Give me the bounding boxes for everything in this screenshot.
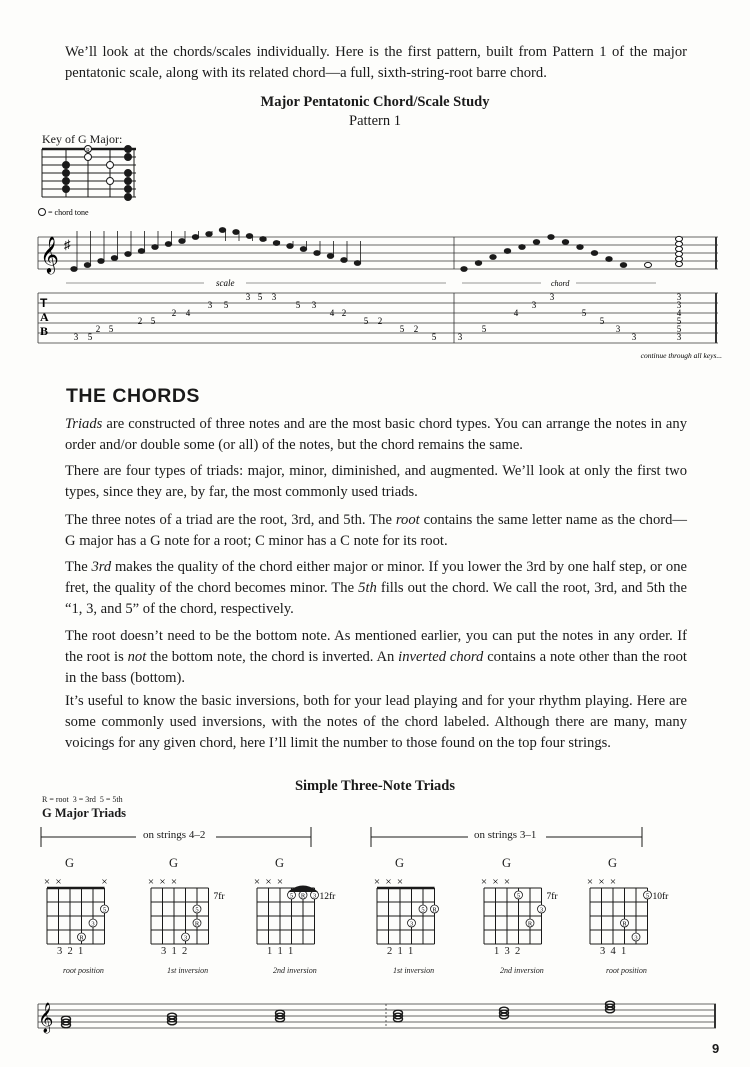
chord-note — [676, 256, 683, 261]
fret-label: 10fr — [652, 892, 669, 902]
tab-letter-a: A — [40, 310, 49, 324]
svg-text:5: 5 — [289, 892, 294, 900]
chord-note — [676, 246, 683, 251]
mute-x-icon: × — [503, 876, 511, 888]
note-head — [125, 252, 131, 257]
mute-x-icon: × — [265, 876, 272, 888]
svg-text:3: 3 — [183, 934, 188, 942]
paragraph-types: There are four types of triads: major, minor, diminished, and augmented. We’ll look at only the first two types, since they are, by far, the most commonly used triads. — [65, 463, 687, 500]
pentatonic-pattern-diagram — [36, 145, 146, 220]
note-head — [138, 249, 144, 254]
fingering: 3 4 1 — [600, 946, 627, 957]
tab-number: 3 — [631, 332, 637, 342]
intro-paragraph: We’ll look at the chords/scales individually. Here is the first pattern, built from Pattern 1 of the major pentatonic scale, along with its related chord—a full, sixth-string-root barre chord. — [65, 44, 687, 81]
tab-number: 5 — [599, 316, 605, 326]
mute-x-icon: × — [598, 876, 605, 888]
study-subtitle: Pattern 1 — [349, 113, 401, 129]
note-head — [461, 267, 467, 272]
treble-clef-icon: 𝄞 — [38, 1003, 54, 1032]
note-head — [577, 245, 583, 250]
svg-text:5: 5 — [195, 906, 199, 914]
chord-diagram — [43, 852, 153, 992]
tab-number: 3 — [457, 332, 463, 342]
fingering: 2 1 1 — [387, 946, 414, 957]
inversion-label: root position — [606, 966, 647, 975]
triads-legend: R = root 3 = 3rd 5 = 5th — [42, 795, 123, 804]
triads-title: Simple Three-Note Triads — [294, 778, 456, 794]
mute-x-icon: × — [396, 876, 404, 888]
tab-number: 5 — [295, 300, 301, 310]
note-head — [165, 242, 171, 247]
mute-x-icon: × — [492, 876, 499, 888]
tab-number: 4 — [185, 308, 191, 318]
tab-number: 2 — [377, 316, 383, 326]
tab-number: 5 — [257, 292, 263, 302]
root-marker: R — [85, 148, 91, 154]
chord-name: G — [169, 856, 179, 870]
tab-number: 2 — [171, 308, 177, 318]
fret-label: 12fr — [319, 892, 336, 902]
note-head — [620, 263, 626, 268]
tab-number: 3 — [245, 292, 251, 302]
note-head — [111, 256, 117, 261]
mute-x-icon: × — [170, 876, 178, 888]
tab-number: 2 — [95, 324, 101, 334]
sharp-icon: ♯ — [64, 237, 71, 252]
inversion-label: root position — [63, 966, 104, 975]
scale-label: scale — [216, 278, 235, 288]
tab-number: 4 — [329, 308, 335, 318]
tab-number: 3 — [271, 292, 277, 302]
note-head — [475, 261, 481, 266]
note-head — [273, 241, 279, 246]
note-head — [300, 247, 306, 252]
svg-text:R: R — [300, 892, 306, 900]
chord-label: chord — [551, 279, 570, 288]
svg-text:5: 5 — [645, 892, 650, 900]
tab-number: 4 — [676, 308, 682, 318]
mute-x-icon: × — [159, 876, 166, 888]
continue-note: continue through all keys... — [640, 351, 722, 360]
notation-tab-system — [36, 225, 726, 365]
note-head — [354, 261, 360, 266]
tab-number: 5 — [87, 332, 93, 342]
key-label: Key of G Major: — [42, 132, 123, 146]
svg-text:5: 5 — [102, 906, 107, 914]
tab-number: 3 — [207, 300, 213, 310]
tab-number: 2 — [413, 324, 419, 334]
svg-text:R: R — [79, 934, 84, 942]
paragraph-inversion: The root doesn’t need to be the bottom note. As mentioned earlier, you can put the notes in any order. If the root is not the bottom note, the chord is inverted. An inverted chord contains a note other than the root in the bass (bottom). — [65, 628, 687, 686]
tab-number: 5 — [676, 324, 682, 334]
note-head — [504, 249, 510, 254]
tab-number: 3 — [676, 292, 682, 302]
note-head — [533, 240, 539, 245]
mute-x-icon: × — [373, 876, 381, 888]
tab-number: 5 — [363, 316, 369, 326]
note-head — [233, 230, 239, 235]
study-title: Major Pentatonic Chord/Scale Study — [260, 94, 490, 110]
tab-number: 5 — [581, 308, 587, 318]
tab-number: 2 — [341, 308, 347, 318]
note-head — [192, 235, 198, 240]
svg-text:5: 5 — [421, 906, 425, 914]
half-note — [645, 262, 652, 267]
mute-x-icon: × — [55, 876, 62, 888]
mute-x-icon: × — [385, 876, 392, 888]
svg-text:R: R — [527, 920, 533, 928]
group1-label-text: on strings 4–2 — [143, 829, 206, 841]
inversion-label: 2nd inversion — [273, 966, 317, 975]
note-head — [206, 232, 212, 237]
paragraph-triads: Triads are constructed of three notes and are the most basic chord types. You can arrange the notes in any order and/or double some (or all) of the notes, but the chord remains the same. — [65, 416, 687, 453]
chord-tone-legend-icon — [39, 209, 46, 216]
chord-diagram — [480, 852, 590, 992]
note-head — [246, 234, 252, 239]
chord-diagram — [373, 852, 483, 992]
paragraph-useful: It’s useful to know the basic inversions, both for your lead playing and for your rhythm playing. Here are some commonly used inversions, with the notes of the chord labeled. Although there are many, many voicings for any given chord, here I’ll limit the number to those found on the top four strings. — [65, 693, 687, 751]
group-brackets — [36, 825, 656, 850]
note-head — [341, 258, 347, 263]
tab-letter-b: B — [40, 324, 49, 338]
svg-text:5: 5 — [516, 892, 521, 900]
tab-number: 5 — [108, 324, 114, 334]
tab-number: 4 — [513, 308, 519, 318]
svg-text:3: 3 — [634, 934, 638, 942]
tab-number: 3 — [531, 300, 537, 310]
paragraph-root: The three notes of a triad are the root, 3rd, and 5th. The root contains the same letter name as the chord—G major has a G note for a root; C minor has a C note for its root. — [65, 512, 687, 549]
chord-diagrams — [0, 852, 750, 992]
tab-letter-t: T — [40, 296, 48, 310]
tab-number: 5 — [399, 324, 405, 334]
inversion-label: 1st inversion — [167, 966, 209, 975]
mute-x-icon: × — [276, 876, 284, 888]
mute-x-icon: × — [43, 876, 51, 888]
note-head — [98, 259, 104, 264]
paragraph-third: The 3rd makes the quality of the chord either major or minor. If you lower the 3rd by one half step, or one fret, the quality of the chord becomes minor. The 5th fills out the chord. We call the root, 3rd, and 5th the “1, 3, and 5” of the chord, respectively. — [65, 559, 688, 617]
tab-number: 2 — [137, 316, 143, 326]
fingering: 1 3 2 — [494, 946, 521, 957]
mute-x-icon: × — [253, 876, 261, 888]
chord-note — [676, 261, 683, 266]
chord-diagram — [147, 852, 257, 992]
fret-label: 7fr — [213, 892, 225, 902]
chord-name: G — [502, 856, 512, 870]
note-head — [152, 245, 158, 250]
page-number: 9 — [712, 1041, 720, 1056]
fingering: 3 1 2 — [161, 946, 188, 957]
note-head — [84, 263, 90, 268]
fingering: 1 1 1 — [267, 946, 294, 957]
barre-arc-icon — [289, 886, 318, 892]
inversion-label: 2nd inversion — [500, 966, 544, 975]
chord-note — [676, 236, 683, 241]
svg-text:R: R — [432, 906, 437, 914]
svg-text:3: 3 — [539, 906, 544, 914]
note-head — [490, 255, 496, 260]
tab-number: 5 — [150, 316, 156, 326]
svg-text:R: R — [194, 920, 200, 928]
note-head — [327, 254, 333, 259]
note-head — [287, 244, 293, 249]
chord-note — [676, 241, 683, 246]
note-head — [71, 267, 77, 272]
section-heading: THE CHORDS — [66, 385, 200, 407]
note-head — [519, 245, 525, 250]
tab-number: 5 — [481, 324, 487, 334]
chord-name: G — [395, 856, 405, 870]
mute-x-icon: × — [101, 876, 108, 888]
tab-number: 5 — [676, 316, 682, 326]
chord-name: G — [275, 856, 285, 870]
treble-clef-icon: 𝄞 — [40, 236, 59, 272]
svg-text:3: 3 — [91, 920, 95, 928]
note-head — [548, 235, 554, 240]
fret-label: 7fr — [546, 892, 558, 902]
triad-notation-staff — [36, 998, 721, 1038]
svg-text:3: 3 — [312, 892, 317, 900]
svg-text:3: 3 — [409, 920, 414, 928]
note-head — [260, 237, 266, 242]
chord-note — [676, 251, 683, 256]
tab-number: 3 — [549, 292, 555, 302]
tab-number: 5 — [223, 300, 229, 310]
fingering: 3 2 1 — [57, 946, 84, 957]
chord-tone-legend: = chord tone — [48, 208, 89, 217]
tab-number: 3 — [615, 324, 621, 334]
note-head — [606, 257, 612, 262]
chord-name: G — [608, 856, 618, 870]
chord-diagram — [253, 852, 363, 992]
group2-label-text: on strings 3–1 — [474, 829, 537, 841]
tab-number: 5 — [431, 332, 437, 342]
note-head — [179, 239, 185, 244]
triads-subheading: G Major Triads — [42, 806, 127, 820]
tab-number: 3 — [73, 332, 79, 342]
scale-notes — [71, 228, 683, 272]
tab-number: 3 — [311, 300, 317, 310]
note-head — [219, 228, 225, 233]
tab-numbers — [74, 292, 682, 342]
mute-x-icon: × — [480, 876, 488, 888]
chord-name: G — [65, 856, 75, 870]
mute-x-icon: × — [609, 876, 617, 888]
chord-diagram — [586, 852, 696, 992]
inversion-label: 1st inversion — [393, 966, 435, 975]
mute-x-icon: × — [586, 876, 594, 888]
note-head — [314, 251, 320, 256]
tab-number: 3 — [676, 300, 682, 310]
mute-x-icon: × — [147, 876, 155, 888]
note-head — [591, 251, 597, 256]
note-head — [562, 240, 568, 245]
tab-number: 3 — [676, 332, 682, 342]
svg-text:R: R — [622, 920, 627, 928]
